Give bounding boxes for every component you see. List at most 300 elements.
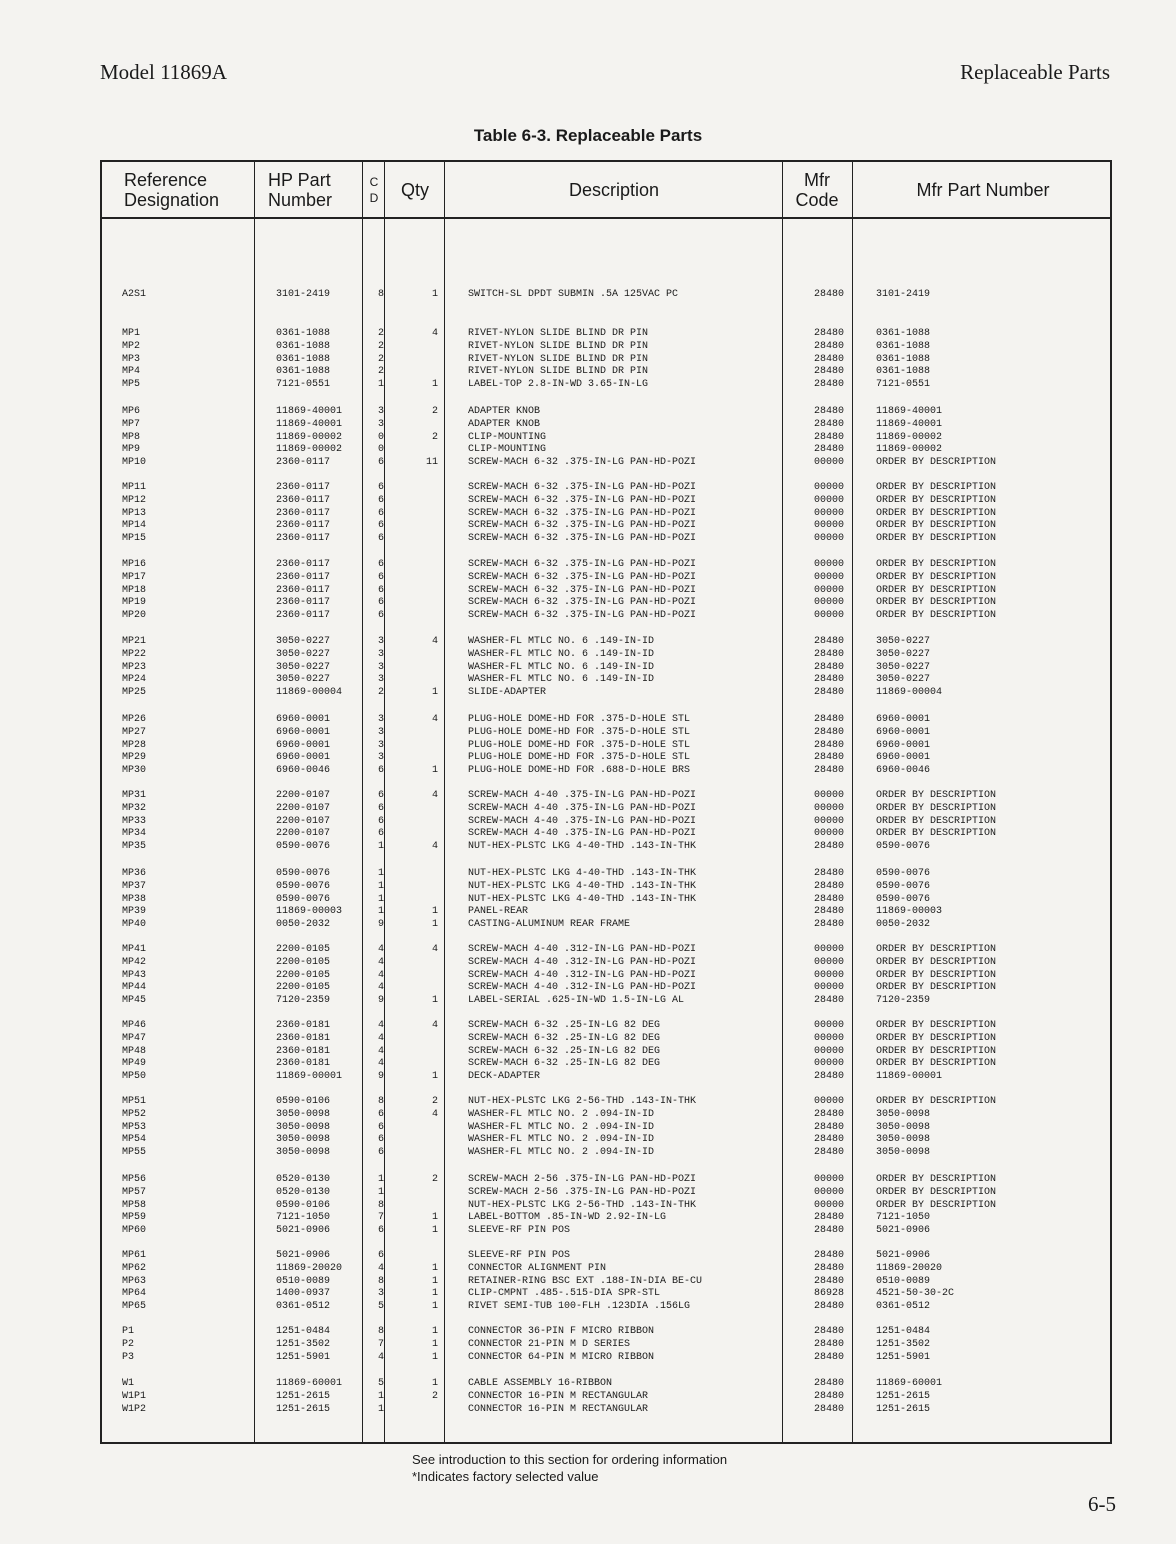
table-row xyxy=(102,419,1110,432)
parts-table xyxy=(100,160,1112,1444)
qty: 1 xyxy=(431,1351,438,1363)
mfr-part-number: 11869-60001 xyxy=(876,1378,943,1389)
qty: 1 xyxy=(431,1212,438,1224)
mfr-code: 28480 xyxy=(813,906,844,918)
ref-designation: MP2 xyxy=(122,340,141,352)
mfr-part-number: 6960-0001 xyxy=(876,714,931,725)
check-digit: 6 xyxy=(377,802,384,814)
mfr-code: 00000 xyxy=(813,457,844,469)
hp-part-number: 3050-0098 xyxy=(276,1147,331,1159)
description: CONNECTOR 16-PIN M RECTANGULAR xyxy=(468,1390,649,1402)
header-mfr-line1: Mfr xyxy=(804,169,830,190)
hp-part-number: 2200-0105 xyxy=(276,956,331,968)
check-digit: 0 xyxy=(377,444,384,456)
check-digit: 1 xyxy=(377,1186,384,1198)
check-digit: 3 xyxy=(377,752,384,764)
qty: 1 xyxy=(431,1225,438,1237)
description: SCREW-MACH 4-40 .312-IN-LG PAN-HD-POZI xyxy=(468,969,697,981)
ref-designation: MP59 xyxy=(122,1212,147,1224)
mfr-code: 00000 xyxy=(813,1199,844,1211)
hp-part-number: 11869-40001 xyxy=(276,418,343,430)
qty: 4 xyxy=(431,944,438,955)
check-digit: 6 xyxy=(377,507,384,519)
qty: 4 xyxy=(431,1020,438,1031)
description: SCREW-MACH 2-56 .375-IN-LG PAN-HD-POZI xyxy=(468,1186,697,1198)
table-row xyxy=(102,354,1110,367)
table-row xyxy=(102,957,1110,970)
description: PANEL-REAR xyxy=(468,906,529,918)
qty: 2 xyxy=(431,406,438,417)
check-digit: 6 xyxy=(377,571,384,583)
mfr-code: 28480 xyxy=(813,636,844,647)
ref-designation: MP17 xyxy=(122,571,147,583)
mfr-part-number: 7121-0551 xyxy=(876,379,931,391)
header-reference-designation xyxy=(124,162,219,217)
description: SCREW-MACH 6-32 .25-IN-LG 82 DEG xyxy=(468,1020,661,1031)
hp-part-number: 11869-00004 xyxy=(276,687,343,699)
ref-designation: MP4 xyxy=(122,366,141,378)
qty: 2 xyxy=(431,1174,438,1185)
row-group xyxy=(102,1250,1110,1314)
description: CLIP-MOUNTING xyxy=(468,444,547,456)
table-row xyxy=(102,919,1110,932)
description: RETAINER-RING BSC EXT .188-IN-DIA BE-CU xyxy=(468,1275,703,1287)
table-row xyxy=(102,1288,1110,1301)
description: CONNECTOR 36-PIN F MICRO RIBBON xyxy=(468,1326,655,1337)
mfr-code: 28480 xyxy=(813,841,844,853)
hp-part-number: 0590-0106 xyxy=(276,1199,331,1211)
hp-part-number: 2200-0107 xyxy=(276,815,331,827)
ref-designation: MP28 xyxy=(122,739,147,751)
mfr-code: 28480 xyxy=(813,379,844,391)
hp-part-number: 3050-0227 xyxy=(276,636,331,647)
row-group xyxy=(102,406,1110,470)
hp-part-number: 6960-0001 xyxy=(276,739,331,751)
mfr-code: 28480 xyxy=(813,893,844,905)
check-digit: 1 xyxy=(377,1174,384,1185)
check-digit: 1 xyxy=(377,1390,384,1402)
description: SCREW-MACH 4-40 .375-IN-LG PAN-HD-POZI xyxy=(468,828,697,840)
mfr-part-number: 3050-0098 xyxy=(876,1147,931,1159)
mfr-part-number: 3101-2419 xyxy=(876,289,931,300)
mfr-part-number: ORDER BY DESCRIPTION xyxy=(876,956,997,968)
section-header: Replaceable Parts xyxy=(960,60,1110,84)
ref-designation: MP5 xyxy=(122,379,141,391)
ref-designation: MP33 xyxy=(122,815,147,827)
mfr-code: 28480 xyxy=(813,995,844,1007)
ref-designation: MP62 xyxy=(122,1262,147,1274)
table-row xyxy=(102,610,1110,623)
description: SCREW-MACH 2-56 .375-IN-LG PAN-HD-POZI xyxy=(468,1174,697,1185)
table-row xyxy=(102,379,1110,392)
mfr-part-number: 5021-0906 xyxy=(876,1225,931,1237)
ref-designation: MP6 xyxy=(122,406,141,417)
ref-designation: MP56 xyxy=(122,1174,147,1185)
check-digit: 3 xyxy=(377,739,384,751)
table-row xyxy=(102,559,1110,572)
mfr-part-number: ORDER BY DESCRIPTION xyxy=(876,1058,997,1070)
ref-designation: MP57 xyxy=(122,1186,147,1198)
mfr-code: 28480 xyxy=(813,1338,844,1350)
hp-part-number: 3050-0227 xyxy=(276,648,331,660)
ref-designation: MP24 xyxy=(122,674,147,686)
table-row xyxy=(102,1174,1110,1187)
mfr-code: 28480 xyxy=(813,661,844,673)
check-digit: 6 xyxy=(377,457,384,469)
ref-designation: MP61 xyxy=(122,1250,147,1261)
mfr-code: 00000 xyxy=(813,482,844,493)
ref-designation: MP27 xyxy=(122,726,147,738)
hp-part-number: 6960-0001 xyxy=(276,726,331,738)
mfr-part-number: 6960-0001 xyxy=(876,726,931,738)
check-digit: 2 xyxy=(377,687,384,699)
table-row xyxy=(102,881,1110,894)
mfr-part-number: ORDER BY DESCRIPTION xyxy=(876,559,997,570)
mfr-part-number: 0050-2032 xyxy=(876,919,931,931)
hp-part-number: 2360-0117 xyxy=(276,507,331,519)
check-digit: 3 xyxy=(377,648,384,660)
description: NUT-HEX-PLSTC LKG 4-40-THD .143-IN-THK xyxy=(468,880,697,892)
table-row xyxy=(102,752,1110,765)
description: WASHER-FL MTLC NO. 6 .149-IN-ID xyxy=(468,648,655,660)
qty: 1 xyxy=(431,379,438,391)
hp-part-number: 2360-0117 xyxy=(276,520,331,532)
description: PLUG-HOLE DOME-HD FOR .688-D-HOLE BRS xyxy=(468,765,691,777)
qty: 1 xyxy=(431,765,438,777)
ref-designation: P3 xyxy=(122,1351,135,1363)
check-digit: 6 xyxy=(377,494,384,506)
check-digit: 4 xyxy=(377,969,384,981)
hp-part-number: 2360-0181 xyxy=(276,1058,331,1070)
model-header: Model 11869A xyxy=(100,60,227,84)
table-row xyxy=(102,714,1110,727)
hp-part-number: 3050-0098 xyxy=(276,1108,331,1120)
mfr-code: 28480 xyxy=(813,739,844,751)
hp-part-number: 0050-2032 xyxy=(276,919,331,931)
check-digit: 9 xyxy=(377,995,384,1007)
hp-part-number: 2200-0107 xyxy=(276,802,331,814)
qty: 1 xyxy=(431,1262,438,1274)
ref-designation: MP36 xyxy=(122,868,147,879)
mfr-part-number: ORDER BY DESCRIPTION xyxy=(876,815,997,827)
qty: 4 xyxy=(431,714,438,725)
hp-part-number: 2200-0107 xyxy=(276,828,331,840)
ref-designation: MP9 xyxy=(122,444,141,456)
table-row xyxy=(102,636,1110,649)
ref-designation: MP12 xyxy=(122,494,147,506)
table-row xyxy=(102,1046,1110,1059)
factory-note: *Indicates factory selected value xyxy=(412,1469,599,1484)
mfr-code: 28480 xyxy=(813,1301,844,1313)
check-digit: 4 xyxy=(377,1020,384,1031)
check-digit: 6 xyxy=(377,533,384,545)
table-row xyxy=(102,1404,1110,1417)
ref-designation: MP50 xyxy=(122,1071,147,1083)
qty: 2 xyxy=(431,1096,438,1107)
mfr-part-number: 1251-5901 xyxy=(876,1351,931,1363)
check-digit: 6 xyxy=(377,765,384,777)
hp-part-number: 0590-0076 xyxy=(276,893,331,905)
header-hp-line1: HP Part xyxy=(268,169,331,190)
mfr-code: 28480 xyxy=(813,1262,844,1274)
mfr-code: 00000 xyxy=(813,559,844,570)
mfr-part-number: 3050-0227 xyxy=(876,674,931,686)
description: RIVET SEMI-TUB 100-FLH .123DIA .156LG xyxy=(468,1301,691,1313)
mfr-code: 00000 xyxy=(813,584,844,596)
mfr-code: 00000 xyxy=(813,969,844,981)
header-check-digit xyxy=(366,162,382,217)
header-description xyxy=(446,162,782,217)
check-digit: 3 xyxy=(377,674,384,686)
mfr-code: 00000 xyxy=(813,610,844,622)
check-digit: 6 xyxy=(377,597,384,609)
mfr-code: 00000 xyxy=(813,597,844,609)
mfr-code: 28480 xyxy=(813,880,844,892)
mfr-code: 00000 xyxy=(813,1174,844,1185)
description: DECK-ADAPTER xyxy=(468,1071,541,1083)
check-digit: 3 xyxy=(377,714,384,725)
mfr-code: 28480 xyxy=(813,340,844,352)
ref-designation: MP42 xyxy=(122,956,147,968)
mfr-part-number: ORDER BY DESCRIPTION xyxy=(876,494,997,506)
check-digit: 6 xyxy=(377,1250,384,1261)
mfr-part-number: ORDER BY DESCRIPTION xyxy=(876,1045,997,1057)
ref-designation: MP46 xyxy=(122,1020,147,1031)
header-hp-part-number xyxy=(268,162,332,217)
ref-designation: MP14 xyxy=(122,520,147,532)
hp-part-number: 1251-0484 xyxy=(276,1326,331,1337)
description: WASHER-FL MTLC NO. 2 .094-IN-ID xyxy=(468,1108,655,1120)
mfr-code: 28480 xyxy=(813,289,844,300)
mfr-code: 28480 xyxy=(813,418,844,430)
mfr-part-number: 0510-0089 xyxy=(876,1275,931,1287)
check-digit: 1 xyxy=(377,1403,384,1415)
check-digit: 6 xyxy=(377,828,384,840)
table-row xyxy=(102,1200,1110,1213)
mfr-code: 86928 xyxy=(813,1288,844,1300)
description: PLUG-HOLE DOME-HD FOR .375-D-HOLE STL xyxy=(468,714,691,725)
check-digit: 6 xyxy=(377,1134,384,1146)
table-row xyxy=(102,1020,1110,1033)
description: SCREW-MACH 6-32 .375-IN-LG PAN-HD-POZI xyxy=(468,482,697,493)
check-digit: 1 xyxy=(377,893,384,905)
hp-part-number: 0590-0076 xyxy=(276,841,331,853)
mfr-part-number: 1251-0484 xyxy=(876,1326,931,1337)
ref-designation: MP52 xyxy=(122,1108,147,1120)
description: NUT-HEX-PLSTC LKG 4-40-THD .143-IN-THK xyxy=(468,841,697,853)
check-digit: 6 xyxy=(377,482,384,493)
mfr-part-number: ORDER BY DESCRIPTION xyxy=(876,1174,997,1185)
table-row xyxy=(102,868,1110,881)
hp-part-number: 0590-0076 xyxy=(276,880,331,892)
check-digit: 2 xyxy=(377,366,384,378)
check-digit: 5 xyxy=(377,1378,384,1389)
ref-designation: MP60 xyxy=(122,1225,147,1237)
mfr-code: 00000 xyxy=(813,815,844,827)
mfr-code: 28480 xyxy=(813,714,844,725)
description: SCREW-MACH 6-32 .375-IN-LG PAN-HD-POZI xyxy=(468,559,697,570)
description: SCREW-MACH 6-32 .375-IN-LG PAN-HD-POZI xyxy=(468,571,697,583)
ref-designation: P2 xyxy=(122,1338,135,1350)
qty: 1 xyxy=(431,995,438,1007)
table-row xyxy=(102,982,1110,995)
description: SCREW-MACH 4-40 .312-IN-LG PAN-HD-POZI xyxy=(468,982,697,994)
mfr-part-number: 11869-00002 xyxy=(876,431,943,443)
table-row xyxy=(102,597,1110,610)
hp-part-number: 0590-0076 xyxy=(276,868,331,879)
check-digit: 4 xyxy=(377,1351,384,1363)
description: CLIP-MOUNTING xyxy=(468,431,547,443)
hp-part-number: 11869-00001 xyxy=(276,1071,343,1083)
ref-designation: MP34 xyxy=(122,828,147,840)
mfr-part-number: 11869-40001 xyxy=(876,406,943,417)
hp-part-number: 7120-2359 xyxy=(276,995,331,1007)
table-row xyxy=(102,740,1110,753)
mfr-code: 00000 xyxy=(813,790,844,801)
ref-designation: MP53 xyxy=(122,1121,147,1133)
check-digit: 9 xyxy=(377,1071,384,1083)
table-row xyxy=(102,520,1110,533)
table-row xyxy=(102,482,1110,495)
check-digit: 8 xyxy=(377,1275,384,1287)
hp-part-number: 3050-0098 xyxy=(276,1134,331,1146)
table-row xyxy=(102,585,1110,598)
mfr-code: 00000 xyxy=(813,1096,844,1107)
header-hp-line2: Number xyxy=(268,189,333,210)
ref-designation: MP45 xyxy=(122,995,147,1007)
hp-part-number: 2360-0117 xyxy=(276,584,331,596)
ref-designation: W1 xyxy=(122,1378,135,1389)
description: SLEEVE-RF PIN POS xyxy=(468,1225,571,1237)
mfr-part-number: ORDER BY DESCRIPTION xyxy=(876,982,997,994)
mfr-code: 00000 xyxy=(813,533,844,545)
mfr-code: 28480 xyxy=(813,1134,844,1146)
table-row xyxy=(102,662,1110,675)
mfr-part-number: 0361-1088 xyxy=(876,340,931,352)
description: CLIP-CMPNT .485-.515-DIA SPR-STL xyxy=(468,1288,661,1300)
mfr-code: 00000 xyxy=(813,520,844,532)
ref-designation: MP49 xyxy=(122,1058,147,1070)
mfr-part-number: 3050-0227 xyxy=(876,636,931,647)
hp-part-number: 0361-1088 xyxy=(276,366,331,378)
mfr-part-number: 3050-0098 xyxy=(876,1108,931,1120)
mfr-code: 28480 xyxy=(813,919,844,931)
mfr-code: 28480 xyxy=(813,752,844,764)
mfr-part-number: ORDER BY DESCRIPTION xyxy=(876,944,997,955)
mfr-code: 28480 xyxy=(813,1351,844,1363)
ref-designation: MP19 xyxy=(122,597,147,609)
ref-designation: MP15 xyxy=(122,533,147,545)
check-digit: 2 xyxy=(377,328,384,339)
check-digit: 3 xyxy=(377,726,384,738)
mfr-part-number: 11869-00004 xyxy=(876,687,943,699)
hp-part-number: 0520-0130 xyxy=(276,1186,331,1198)
ref-designation: MP44 xyxy=(122,982,147,994)
description: SCREW-MACH 6-32 .375-IN-LG PAN-HD-POZI xyxy=(468,507,697,519)
row-group xyxy=(102,482,1110,546)
hp-part-number: 2360-0117 xyxy=(276,482,331,493)
hp-part-number: 0361-1088 xyxy=(276,353,331,365)
description: CASTING-ALUMINUM REAR FRAME xyxy=(468,919,631,931)
description: SCREW-MACH 6-32 .375-IN-LG PAN-HD-POZI xyxy=(468,520,697,532)
table-row xyxy=(102,341,1110,354)
hp-part-number: 11869-00002 xyxy=(276,444,343,456)
table-row xyxy=(102,457,1110,470)
mfr-part-number: ORDER BY DESCRIPTION xyxy=(876,969,997,981)
hp-part-number: 3050-0227 xyxy=(276,661,331,673)
table-row xyxy=(102,1225,1110,1238)
mfr-code: 28480 xyxy=(813,431,844,443)
ref-designation: W1P2 xyxy=(122,1403,147,1415)
check-digit: 4 xyxy=(377,1262,384,1274)
check-digit: 8 xyxy=(377,1326,384,1337)
hp-part-number: 2360-0181 xyxy=(276,1032,331,1044)
mfr-part-number: ORDER BY DESCRIPTION xyxy=(876,597,997,609)
mfr-part-number: ORDER BY DESCRIPTION xyxy=(876,1199,997,1211)
description: SCREW-MACH 4-40 .375-IN-LG PAN-HD-POZI xyxy=(468,790,697,801)
mfr-part-number: 7120-2359 xyxy=(876,995,931,1007)
mfr-part-number: ORDER BY DESCRIPTION xyxy=(876,457,997,469)
ref-designation: MP25 xyxy=(122,687,147,699)
description: SCREW-MACH 6-32 .25-IN-LG 82 DEG xyxy=(468,1045,661,1057)
table-row xyxy=(102,944,1110,957)
check-digit: 8 xyxy=(377,1096,384,1107)
mfr-part-number: ORDER BY DESCRIPTION xyxy=(876,482,997,493)
mfr-part-number: 3050-0098 xyxy=(876,1134,931,1146)
mfr-part-number: ORDER BY DESCRIPTION xyxy=(876,533,997,545)
hp-part-number: 2360-0117 xyxy=(276,571,331,583)
qty: 4 xyxy=(431,328,438,339)
check-digit: 4 xyxy=(377,1058,384,1070)
mfr-part-number: 3050-0098 xyxy=(876,1121,931,1133)
header-ref-line2: Designation xyxy=(124,189,220,210)
check-digit: 3 xyxy=(377,1288,384,1300)
page-number: 6-5 xyxy=(1088,1492,1116,1516)
mfr-part-number: ORDER BY DESCRIPTION xyxy=(876,1096,997,1107)
description: WASHER-FL MTLC NO. 6 .149-IN-ID xyxy=(468,636,655,647)
table-row xyxy=(102,1326,1110,1339)
mfr-code: 00000 xyxy=(813,494,844,506)
mfr-part-number: ORDER BY DESCRIPTION xyxy=(876,507,997,519)
mfr-code: 28480 xyxy=(813,868,844,879)
mfr-part-number: ORDER BY DESCRIPTION xyxy=(876,610,997,622)
table-row xyxy=(102,1276,1110,1289)
table-row xyxy=(102,1147,1110,1160)
qty: 1 xyxy=(431,906,438,918)
description: SCREW-MACH 4-40 .375-IN-LG PAN-HD-POZI xyxy=(468,815,697,827)
hp-part-number: 11869-20020 xyxy=(276,1262,343,1274)
mfr-part-number: 11869-00003 xyxy=(876,906,943,918)
ref-designation: MP37 xyxy=(122,880,147,892)
description: SCREW-MACH 6-32 .375-IN-LG PAN-HD-POZI xyxy=(468,610,697,622)
hp-part-number: 2200-0105 xyxy=(276,969,331,981)
ref-designation: MP31 xyxy=(122,790,147,801)
mfr-code: 00000 xyxy=(813,1058,844,1070)
hp-part-number: 2360-0117 xyxy=(276,559,331,570)
mfr-code: 28480 xyxy=(813,328,844,339)
ref-designation: MP63 xyxy=(122,1275,147,1287)
hp-part-number: 6960-0001 xyxy=(276,714,331,725)
description: RIVET-NYLON SLIDE BLIND DR PIN xyxy=(468,328,649,339)
description: SCREW-MACH 6-32 .375-IN-LG PAN-HD-POZI xyxy=(468,457,697,469)
description: PLUG-HOLE DOME-HD FOR .375-D-HOLE STL xyxy=(468,752,691,764)
check-digit: 2 xyxy=(377,353,384,365)
mfr-part-number: 11869-20020 xyxy=(876,1262,943,1274)
header-mfr-part-number xyxy=(854,162,1112,217)
header-ref-line1: Reference xyxy=(124,169,208,190)
table-row xyxy=(102,1391,1110,1404)
hp-part-number: 1251-2615 xyxy=(276,1403,331,1415)
